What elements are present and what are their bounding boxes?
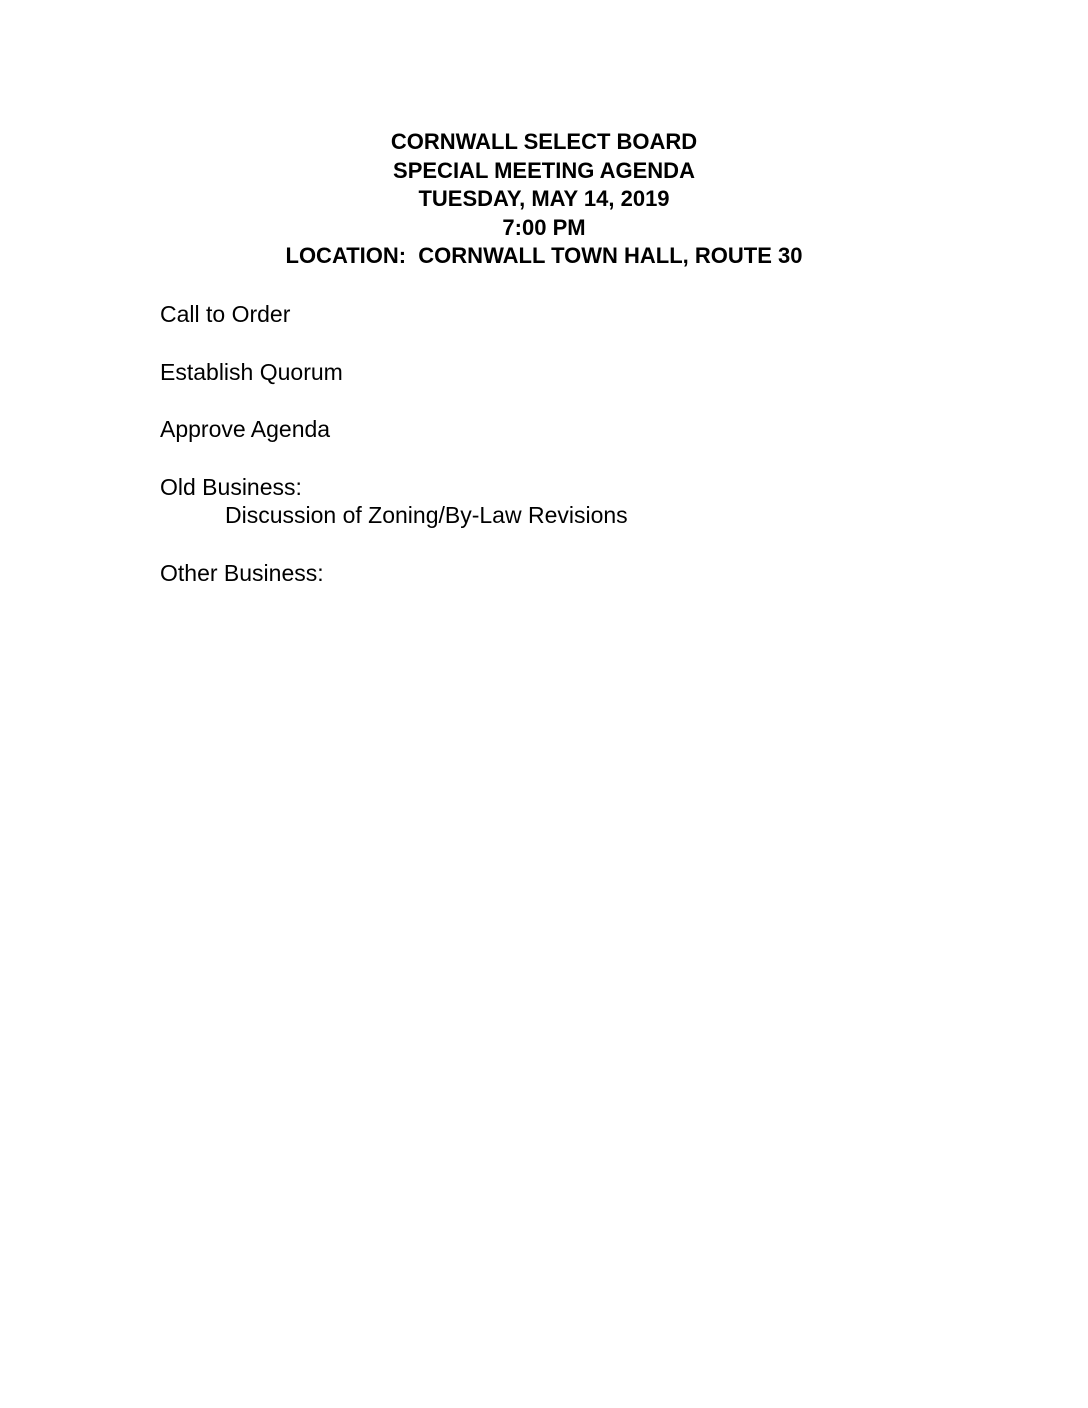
meeting-time: 7:00 PM bbox=[502, 214, 586, 240]
agenda-item-establish-quorum: Establish Quorum bbox=[160, 358, 343, 385]
board-name: CORNWALL SELECT BOARD bbox=[390, 129, 698, 154]
agenda-item-call-to-order: Call to Order bbox=[160, 301, 291, 327]
agenda-item-old-business: Old Business: bbox=[160, 473, 302, 500]
meeting-location: LOCATION: CORNWALL TOWN HALL, ROUTE 30 bbox=[285, 243, 803, 268]
agenda-subitem-zoning-revisions: Discussion of Zoning/By-Law Revisions bbox=[225, 502, 628, 528]
document-title: SPECIAL MEETING AGENDA bbox=[393, 157, 695, 183]
agenda-header bbox=[0, 128, 1088, 271]
agenda-item-approve-agenda: Approve Agenda bbox=[160, 416, 331, 442]
meeting-date: TUESDAY, MAY 14, 2019 bbox=[418, 186, 670, 211]
agenda-item-other-business: Other Business: bbox=[160, 559, 324, 586]
agenda-list bbox=[160, 300, 960, 616]
